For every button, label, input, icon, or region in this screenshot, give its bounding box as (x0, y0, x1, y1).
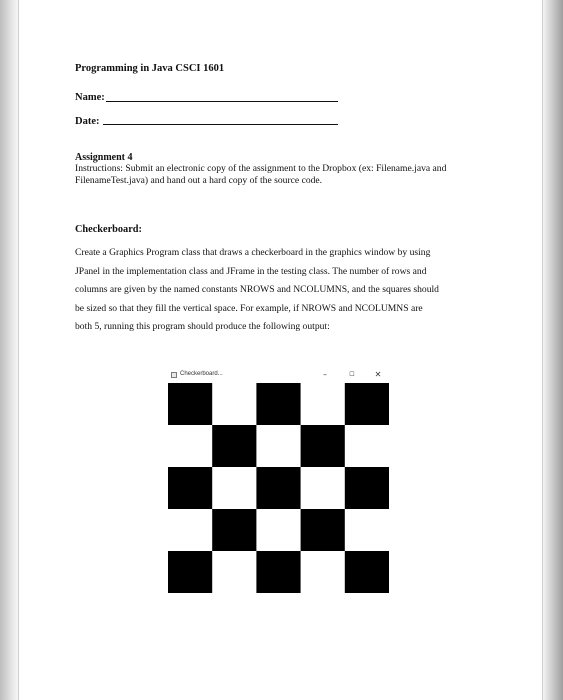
window-titlebar (168, 367, 389, 383)
body-line: JPanel in the implementation class and JFrame in the testing class. The number of rows and (75, 265, 427, 277)
checker-square-light (345, 425, 389, 467)
body-line: Create a Graphics Program class that draws a checkerboard in the graphics window by using (75, 247, 431, 258)
checker-square-dark (168, 383, 213, 425)
checker-square-dark (256, 383, 301, 425)
checker-square-light (301, 467, 346, 509)
checker-square-dark (168, 551, 213, 593)
checker-square-light (256, 509, 301, 551)
java-app-icon (171, 372, 177, 378)
checker-square-light (212, 467, 257, 509)
checker-square-dark (256, 467, 301, 509)
page-edge-right (543, 0, 563, 700)
checker-square-light (168, 425, 213, 467)
body-line: both 5, running this program should produce the following output: (75, 321, 330, 333)
body-paragraph (75, 244, 495, 337)
checker-square-dark (212, 509, 257, 551)
checker-square-light (301, 551, 346, 593)
checker-square-dark (345, 467, 389, 509)
checker-square-dark (301, 425, 346, 467)
name-label: Name: (75, 92, 105, 103)
checker-square-dark (212, 425, 257, 467)
window-title: Checkerboard... (180, 371, 223, 377)
checker-square-dark (301, 509, 346, 551)
page-edge-left (0, 0, 18, 700)
date-field-line[interactable] (103, 124, 338, 125)
checker-square-dark (168, 467, 213, 509)
checker-square-dark (345, 551, 389, 593)
checker-square-light (301, 383, 346, 425)
checker-square-light (345, 509, 389, 551)
instructions-text: Instructions: Submit an electronic copy of the assignment to the Dropbox (ex: Filename.java and FilenameTest.java) and hand out a hard copy of the source code. (75, 163, 447, 186)
course-header: Programming in Java CSCI 1601 (75, 63, 225, 74)
checker-square-dark (345, 383, 389, 425)
assignment-title: Assignment 4 (75, 152, 133, 163)
date-label: Date: (75, 116, 100, 127)
page-rule-right (542, 0, 543, 700)
checker-square-light (168, 509, 213, 551)
checker-square-dark (256, 551, 301, 593)
checker-square-light (212, 383, 257, 425)
body-line: be sized so that they fill the vertical space. For example, if NROWS and NCOLUMNS are (75, 302, 423, 314)
checkerboard-canvas (168, 383, 389, 593)
maximize-icon: ☐ (349, 371, 355, 378)
checkerboard-window-screenshot (168, 367, 389, 593)
minimize-icon: – (323, 370, 327, 379)
page-rule-left (18, 0, 19, 700)
checker-square-light (212, 551, 257, 593)
name-field-line[interactable] (106, 101, 338, 102)
checker-square-light (256, 425, 301, 467)
body-line: columns are given by the named constants NROWS and NCOLUMNS, and the squares should (75, 284, 439, 296)
section-title: Checkerboard: (75, 224, 142, 235)
checkerboard (168, 383, 389, 593)
close-icon: ✕ (374, 370, 382, 379)
